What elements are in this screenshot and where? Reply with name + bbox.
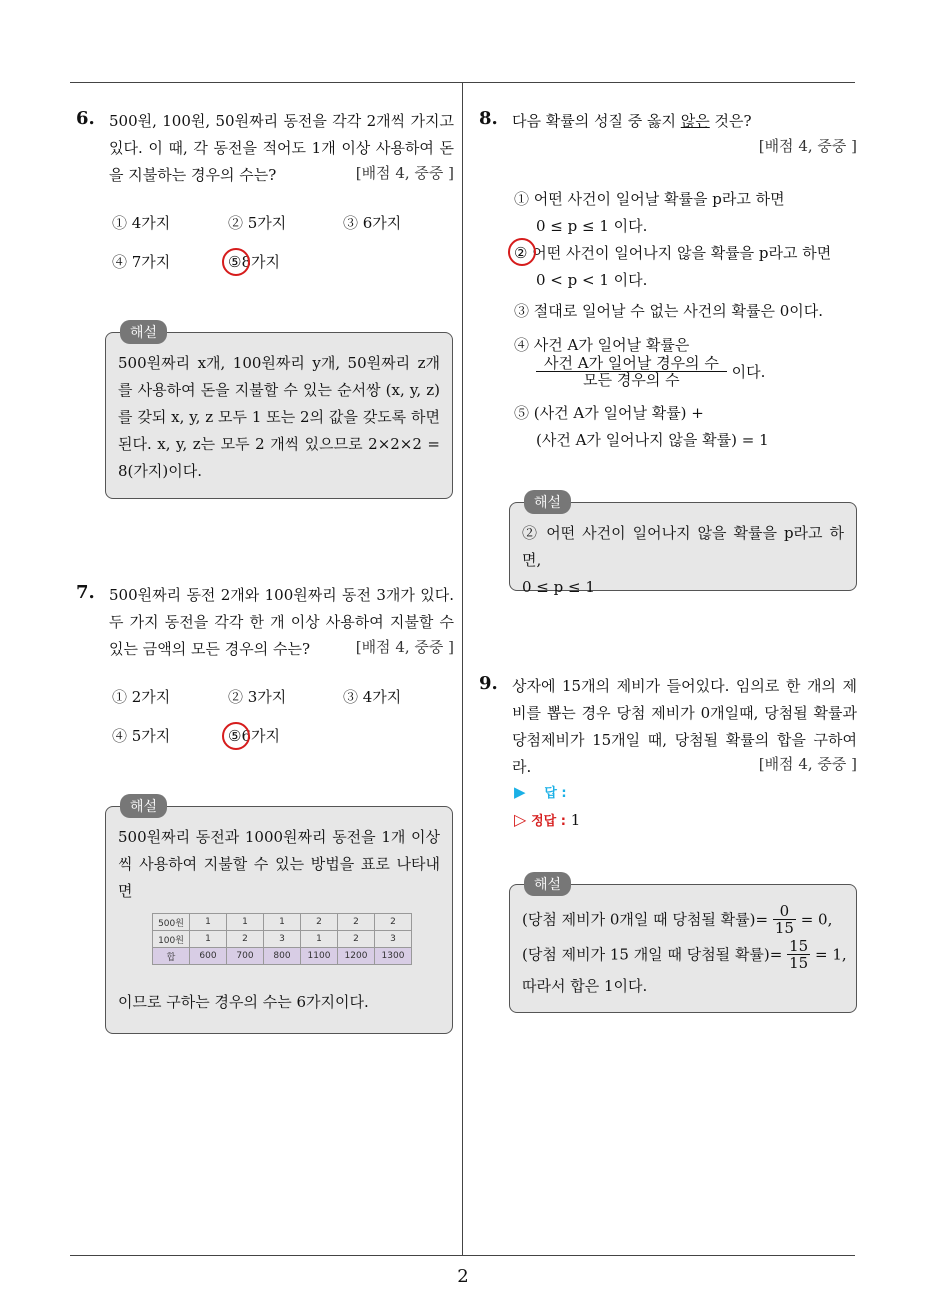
answer-circle-mark: ⑤ bbox=[228, 253, 241, 271]
question-text: 500원짜리 동전 2개와 100원짜리 동전 3개가 있다. 두 가지 동전을 각각 한 개 이상 사용하여 지불할 수 있는 금액의 모든 경우의 수는? bbox=[109, 586, 454, 658]
correct-answer-label: 정답 : bbox=[531, 814, 566, 829]
explanation-tag: 해설 bbox=[524, 490, 571, 514]
choice-5[interactable]: ⑤ (사건 A가 일어날 확률) + (사건 A가 일어나지 않을 확률) = 1 bbox=[514, 404, 769, 449]
question-6 bbox=[76, 108, 454, 188]
explanation-box bbox=[105, 325, 453, 499]
page-number: 2 bbox=[457, 1266, 469, 1287]
question-9 bbox=[479, 673, 857, 783]
question-8 bbox=[479, 108, 857, 158]
question-number: 8. bbox=[479, 108, 498, 129]
choice-2[interactable]: ② 5가지 bbox=[228, 214, 287, 232]
table-row: 500원 1 1 1 2 2 2 bbox=[153, 914, 412, 931]
choice-4[interactable]: ④ 사건 A가 일어날 확률은 $\frac{\text{사건 A가 일어날 경우의 수}}{\text{모든 경우의 수}}$ 이다. bbox=[514, 336, 766, 389]
explanation-box bbox=[105, 799, 453, 1034]
explanation-text: ② 어떤 사건이 일어나지 않을 확률을 p라고 하면, 0 ≤ p ≤ 1 bbox=[522, 524, 844, 596]
explanation-box bbox=[509, 877, 857, 1013]
sum-table-wrap bbox=[152, 913, 412, 965]
explanation-text: (당첨 제비가 0개일 때 당첨될 확률)= $\frac{0}{15}$ = 0, (당첨 제비가 15 개일 때 당첨될 확률)= $\frac{15}{15}$ = 1, 따라서 합은 1이다. bbox=[522, 902, 847, 995]
explanation-tag: 해설 bbox=[120, 320, 167, 344]
choice-3[interactable]: ③ 절대로 일어날 수 없는 사건의 확률은 0이다. bbox=[514, 302, 824, 320]
question-7 bbox=[76, 582, 454, 662]
correct-answer-value: 1 bbox=[570, 811, 581, 829]
bottom-rule bbox=[70, 1255, 855, 1256]
explanation-text: 500원짜리 x개, 100원짜리 y개, 50원짜리 z개를 사용하여 돈을 지불할 수 있는 순서쌍 (x, y, z)를 갖되 x, y, z 모두 1 또는 2의 값을 갖도록 하면 된다. x, y, z는 모두 2 개씩 있으므로 2×2×2 = 8(가지)이다. bbox=[118, 354, 440, 480]
question-number: 6. bbox=[76, 108, 95, 129]
question-meta: [배점 4, 중중 ] bbox=[758, 137, 857, 155]
question-meta: [배점 4, 중중 ] bbox=[355, 638, 454, 656]
question-meta: [배점 4, 중중 ] bbox=[758, 755, 857, 773]
sum-table bbox=[152, 913, 412, 965]
choice-5-selected[interactable]: ⑤8가지 bbox=[228, 251, 280, 272]
explanation-conclusion: 이므로 구하는 경우의 수는 6가지이다. bbox=[118, 993, 369, 1011]
explanation-box bbox=[509, 495, 857, 596]
answer-circle-mark: ⑤ bbox=[228, 727, 241, 745]
answer-circle-mark: ② bbox=[514, 240, 527, 267]
fraction: $\frac{0}{15}$ bbox=[774, 902, 794, 937]
question-meta: [배점 4, 중중 ] bbox=[355, 164, 454, 182]
choice-4[interactable]: ④ 7가지 bbox=[112, 253, 171, 271]
choice-5-selected[interactable]: ⑤6가지 bbox=[228, 725, 280, 746]
outline-arrow-icon: ▷ bbox=[514, 810, 527, 829]
explanation-tag: 해설 bbox=[120, 794, 167, 818]
fraction: $\frac{\text{사건 A가 일어날 경우의 수}}{\text{모든 경우의 수}}$ bbox=[536, 355, 727, 388]
choice-4[interactable]: ④ 5가지 bbox=[112, 727, 171, 745]
table-row-total: 합 600 700 800 1100 1200 1300 bbox=[153, 948, 412, 965]
play-arrow-icon: ▶ bbox=[514, 783, 526, 801]
choice-1[interactable]: ① 4가지 bbox=[112, 214, 171, 232]
explanation-text: 500원짜리 동전과 1000원짜리 동전을 1개 이상씩 사용하여 지불할 수 있는 방법을 표로 나타내면 bbox=[118, 828, 440, 900]
answer-label: 답 : bbox=[544, 786, 567, 801]
question-text: 상자에 15개의 제비가 들어있다. 임의로 한 개의 제비를 뽑는 경우 당첨 제비가 0개일때, 당첨될 확률과 당첨제비가 15개일 때, 당첨될 확률의 합을 구하여라. bbox=[512, 677, 857, 776]
choice-1[interactable]: ① 어떤 사건이 일어날 확률을 p라고 하면 0 ≤ p ≤ 1 이다. bbox=[514, 190, 785, 235]
correct-answer-line bbox=[514, 810, 580, 829]
choice-3[interactable]: ③ 4가지 bbox=[343, 688, 402, 706]
question-text: 500원, 100원, 50원짜리 동전을 각각 2개씩 가지고 있다. 이 때, 각 동전을 적어도 1개 이상 사용하여 돈을 지불하는 경우의 수는? bbox=[109, 112, 454, 184]
question-number: 7. bbox=[76, 582, 95, 603]
question-text: 다음 확률의 성질 중 옳지 않은 것은? bbox=[512, 112, 752, 130]
choice-1[interactable]: ① 2가지 bbox=[112, 688, 171, 706]
explanation-tag: 해설 bbox=[524, 872, 571, 896]
choice-2-selected[interactable]: ② 어떤 사건이 일어나지 않을 확률을 p라고 하면 0 < p < 1 이다. bbox=[514, 240, 831, 294]
choice-2[interactable]: ② 3가지 bbox=[228, 688, 287, 706]
table-row: 100원 1 2 3 1 2 3 bbox=[153, 931, 412, 948]
fraction: $\frac{15}{15}$ bbox=[789, 937, 809, 972]
choice-3[interactable]: ③ 6가지 bbox=[343, 214, 402, 232]
column-divider bbox=[462, 82, 463, 1255]
answer-input-line[interactable] bbox=[514, 782, 567, 801]
question-number: 9. bbox=[479, 673, 498, 694]
